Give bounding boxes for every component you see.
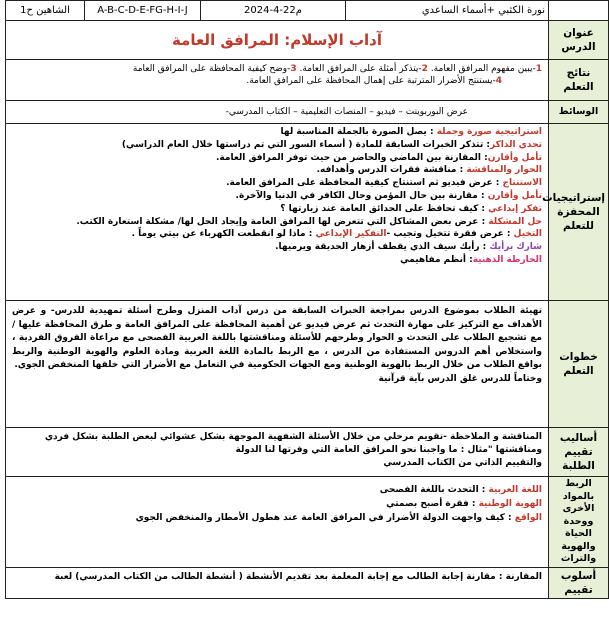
eval-text: المقارنة : مقارنة إجابة الطالب مع إجابة المعلمة بعد تقديم الأنشطة ( أنشطة الطالب من الكتاب المدرسي) لعبة	[6, 567, 549, 598]
strategy-3	[12, 152, 542, 165]
strategy-label: استراتيجية صورة وجملة	[436, 127, 542, 137]
assessment-text-1: المناقشة و الملاحظة -تقويم مرحلي من خلال الأسئلة الشفهية الموجهة بشكل عشوائي لبعض الطلبة بشكل فردي ومناقشتها "مثال : ما واجبنا نحو المرافق العامة التي وفرتها لنا الدولة	[44, 432, 542, 455]
outcome-2: -يتذكر أمثلة على المرافق العامة.	[299, 64, 422, 74]
links-cell	[6, 477, 549, 568]
steps-row	[6, 301, 609, 428]
outcome-number-1: 1	[535, 64, 542, 74]
outcome-number-2: 2	[421, 64, 428, 74]
strategy-text: : عرض فقرة تتخيل وتجيب -	[386, 229, 514, 240]
strategy-9	[12, 228, 542, 241]
strategy-label: تحدي الذاكر	[489, 139, 542, 150]
outcomes-line-2	[12, 75, 542, 87]
title-cell	[6, 21, 549, 60]
strategy-5	[12, 177, 542, 190]
strategy-text: : المقارنة بين الماضي والحاضر من حيث توفر المرافق العامة.	[216, 152, 488, 163]
outcomes-cell	[6, 60, 549, 101]
strategy-label: الحوار والمناقشة	[466, 165, 542, 176]
strategy-text-2: : ماذا لو انقطعت الكهرباء عن بيتي يوماً .	[131, 229, 316, 240]
link-label: اللغة العربية	[488, 485, 542, 495]
teacher-names: نورة الكثبي +أسماء الساعدي	[346, 1, 549, 21]
outcomes-line-1	[12, 63, 542, 75]
strategy-text: : عرض بعض المشاكل التي تتعرض لها المرافق العامة وإيجاد الحل لها/ مشكلة استعارة الكتب.	[76, 216, 489, 227]
lesson-date: 2024-4-22م	[201, 1, 346, 21]
link-label: الواقع	[514, 513, 542, 523]
class-name: الشاهين ح1	[6, 1, 85, 21]
strategy-text: : رأيك سيف الذي يقطف أزهار الحديقة ويرميها.	[275, 242, 490, 253]
steps-text: تهيئة الطلاب بموضوع الدرس بمراجعة الخبرات السابقة من درس آداب المنزل وطرح أسئلة تمهيدية للدرس- و عرض الأهداف مع التركيز على مهارة التحدث ثم عرض فيديو عن أهمية المحافظة على المرافق العامة و طرق المحافظة عليها / مع تشجيع الطلاب على التحدث و الحوار وطرحهم للأسئلة ومناقشتها باللغة العربية الفصحى مع مراعاة الفروق الفردية ، واستخلاص أهم الدروس المستفادة من الدرس ، مع الربط بالمادة اللغة العربية ومادة العلوم والهوية الوطنية والربط بواقع الطلاب من خلال الربط بالهوية الوطنية ومع الجهات الحكومية في التعامل مع الأضرار التي خلفها المنخفض الجوي.	[12, 306, 542, 370]
link-text: : كيف واجهت الدولة الأضرار في المرافق العامة عند هطول الأمطار والمنخفض الجوي	[135, 513, 515, 523]
outcome-4: -يستنتج الأضرار المترتبة على إهمال المحافظة على المرافق العامة.	[246, 76, 496, 86]
strategy-label: حل المشكلة	[488, 216, 542, 227]
strategy-10	[12, 241, 542, 254]
strategy-11	[12, 254, 542, 267]
link-identity	[12, 497, 542, 511]
assessment-text-2: والتقييم الذاتي من الكتاب المدرسي	[383, 458, 542, 468]
link-text: : التحدث باللغة الفصحى	[379, 485, 489, 495]
strategy-label: تأمل وأقارن	[487, 190, 542, 201]
strategy-label: الاستنتاج	[502, 178, 542, 189]
outcome-number-3: 3	[290, 64, 297, 74]
media-text: عرض البوربوينت – فيديو – المنصات التعليمية – الكتاب المدرسي-	[6, 101, 549, 124]
header-row	[6, 1, 609, 21]
label-outcomes: نتائج التعلم	[549, 60, 609, 101]
label-assessment: أساليب تقييم الطلبة	[549, 428, 609, 477]
strategy-2	[12, 139, 542, 152]
lesson-plan-table	[5, 0, 609, 599]
strategy-label-2: التفكير الإبداعي	[315, 229, 387, 240]
strategy-4	[12, 164, 542, 177]
links-row	[6, 477, 609, 568]
strategy-label: تأمل وأقارن	[487, 152, 542, 163]
assessment-cell	[6, 428, 549, 477]
outcomes-row	[6, 60, 609, 101]
label-strategies: إستراتيجيات المحفزة للتعلم	[549, 124, 609, 301]
groups: A-B-C-D-E-FG-H-I-J	[85, 1, 201, 21]
link-reality	[12, 511, 542, 525]
strategy-text: : عرض فيديو ثم استنتاج كيفية المحافظة على المرافق العامة.	[226, 178, 503, 189]
label-links: الربط بالمواد الأخرى ووحدة الحياة والهوية والتراث	[549, 477, 609, 568]
media-row	[6, 101, 609, 124]
strategy-text: : أنظم مفاهيمي	[400, 254, 473, 265]
strategy-1	[12, 126, 542, 139]
steps-cell	[6, 301, 549, 428]
outcome-3: -وضح كيفية المحافظة على المرافق العامة	[132, 64, 291, 74]
strategy-label: التخيل	[513, 229, 542, 240]
assessment-row	[6, 428, 609, 477]
strategies-cell	[6, 124, 549, 301]
strategy-text: : كيف تحافظ على الحدائق العامة عند زيارتها ؟	[280, 203, 489, 214]
link-label: الهوية الوطنية	[478, 499, 542, 509]
strategy-6	[12, 190, 542, 203]
label-steps: خطوات التعلم	[549, 301, 609, 428]
strategy-text: : مقارنة بين حال المؤمن وحال الكافر في الدنيا والآخرة.	[235, 190, 488, 201]
strategy-7	[12, 203, 542, 216]
strategy-text: : يصل الصورة بالجملة المناسبة لها	[280, 127, 437, 137]
label-title: عنوان الدرس	[549, 21, 609, 60]
strategy-8	[12, 216, 542, 229]
outcome-number-4: 4	[495, 76, 502, 86]
link-arabic	[12, 483, 542, 497]
strategy-text: : تتذكر الخبرات السابقة للمادة ( أسماء السور التي تم دراستها خلال العام الدراسي)	[121, 139, 490, 150]
strategy-label: شارك برأيك	[489, 242, 542, 253]
strategy-text: : مناقشة فقرات الدرس وأهدافه.	[316, 165, 467, 176]
link-text: : فقرة أصبح بصمتي	[386, 499, 479, 509]
steps-closing: وختاماً للدرس غلق الدرس بآية قرآنية	[378, 373, 542, 384]
label-spacer-top	[549, 1, 609, 21]
eval-row	[6, 567, 609, 598]
strategy-label: الخارطة الذهنية	[472, 254, 542, 265]
lesson-title: آداب الإسلام: المرافق العامة	[171, 31, 383, 49]
label-eval: أسلوب تقييم	[549, 567, 609, 598]
outcome-1: -يبين مفهوم المرافق العامة.	[430, 64, 536, 74]
strategy-label: تفكر إبداعي	[488, 203, 542, 214]
label-media: الوسائط	[549, 101, 609, 124]
strategies-row	[6, 124, 609, 301]
title-row	[6, 21, 609, 60]
